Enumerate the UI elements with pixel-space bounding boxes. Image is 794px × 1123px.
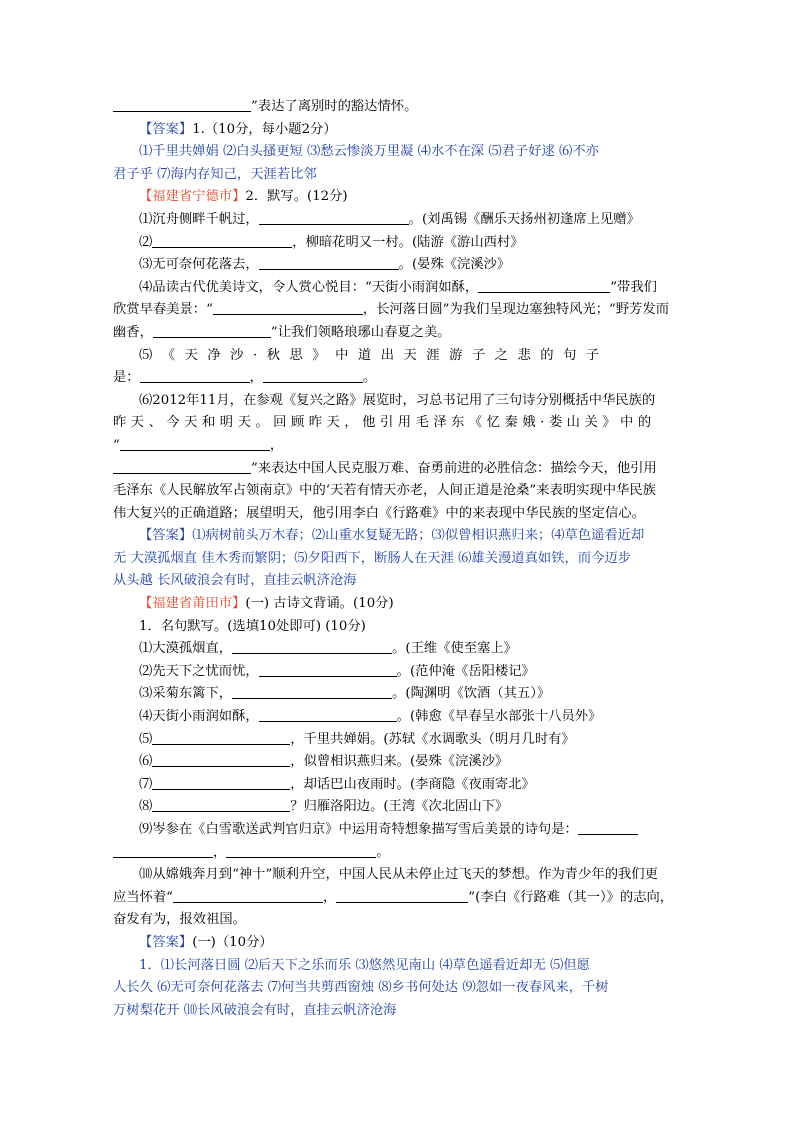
question-item [113,458,683,481]
fill-blank[interactable] [259,662,397,677]
text: ，柳暗花明又一村。(陆游《游山西村》 [292,234,524,250]
text: ， [213,844,227,860]
question-item [113,729,683,752]
text: ⑵先天下之忧而忧， [139,663,259,679]
answer-line: 君子乎 ⑺海内存知己，天涯若比邻 [113,166,317,182]
text: ⑹ [139,754,153,770]
text: 1.（10分，每小题2分） [192,121,337,137]
text: ？归雁洛阳边。(王湾《次北固山下》 [290,799,509,815]
question-item [113,299,683,322]
question-sub: 1．名句默写。(选填10处即可) (10分) [139,618,366,634]
answer-line: ⑴千里共婵娟 ⑵白头搔更短 ⑶愁云惨淡万里凝 ⑷水不在深 ⑸君子好逑 ⑹不亦 [139,144,599,160]
source-tag: 【福建省莆田市】 [139,596,246,612]
text: 。 [376,844,390,860]
answer-line [113,525,683,548]
text: ⑻ [139,799,153,815]
fill-blank[interactable] [336,888,468,903]
text: 。(韩愈《早春呈水部张十八员外》 [396,709,602,725]
fill-blank[interactable] [152,775,290,790]
fill-blank[interactable] [153,323,271,338]
fill-blank[interactable] [152,797,290,812]
text: (一)（10分） [192,934,273,950]
fill-blank[interactable] [232,684,392,699]
text: ”(李白《行路难（其一）》的志向， [468,889,674,905]
question-item [113,638,683,661]
question-item [113,796,683,819]
answer-label: 【答案】 [139,934,193,950]
text: 欣赏早春美景：“ [113,302,213,318]
text: ，千里共婵娟。(苏轼《水调歌头（明月几时有》 [290,731,575,747]
text: ，长河落日圆”为我们呈现边塞独特风光；“野芳发而 [362,302,670,318]
fill-blank[interactable] [259,210,409,225]
question-item [113,322,683,345]
text: ⑷天街小雨润如酥， [139,709,259,725]
text: ⑺ [139,776,153,792]
question-item: 奋发有为，报效祖国。 [113,912,246,928]
text: ⑸ [139,731,153,747]
text: ⑶采菊东篱下， [139,686,233,702]
question-item: 昨天、今天和明天。回顾昨天，他引用毛泽东《忆秦娥·娄山关》中的 [113,415,656,431]
question-item [113,887,683,910]
question-item [113,683,683,706]
answer-line: 万树梨花开 ⑽长风破浪会有时，直挂云帆济沧海 [113,1002,397,1018]
fill-blank[interactable] [259,255,399,270]
fill-blank[interactable] [232,639,392,654]
text: ”让我们领略琅琊山春夏之美。 [270,324,451,340]
text: ⑴沉舟侧畔千帆过， [139,211,259,227]
question-item [113,819,683,842]
fill-blank[interactable] [226,843,376,858]
fill-blank[interactable] [120,436,270,451]
fill-blank[interactable] [113,97,251,112]
answer-label: 【答案】 [139,528,193,544]
question-item: 伟大复兴的正确道路；展望明天，他引用李白《行路难》中的来表现中华民族的坚定信心。 [113,505,645,521]
answer-heading [113,932,683,955]
question-item [113,209,683,232]
answer-line: 1．⑴长河落日圆 ⑵后天下之乐而乐 ⑶悠然见南山 ⑷草色遥看近却无 ⑸但愿 [139,957,590,973]
text: ”来表达中国人民克服万难、奋勇前进的必胜信念：描绘今天，他引用 [251,460,657,476]
question-item [113,367,683,390]
text: 2．默写。(12分) [245,189,348,205]
answer-line: 从头越 长风破浪会有时，直挂云帆济沧海 [113,573,357,589]
text: 应当怀着“ [113,889,173,905]
question-heading [113,593,683,616]
fill-blank[interactable] [152,752,290,767]
question-item [113,774,683,797]
question-item [113,435,683,458]
question-item [113,751,683,774]
fill-blank[interactable] [113,459,251,474]
text: ⑴大漠孤烟直， [139,641,233,657]
text: ，却话巴山夜雨时。(李商隐《夜雨寄北》 [290,776,535,792]
fill-blank[interactable] [259,707,397,722]
text: ⑴病树前头万木春；⑵山重水复疑无路；⑶似曾相识燕归来；⑷草色遥看近却 [192,528,645,544]
text: ⑶无可奈何花落去， [139,257,259,273]
text: ，似曾相识燕归来。(晏殊《浣溪沙》 [290,754,509,770]
text: 。(陶渊明《饮酒（其五）》 [392,686,551,702]
fill-blank[interactable] [578,820,638,835]
source-tag: 【福建省宁德市】 [139,189,246,205]
question-item [113,277,683,300]
text: ”表达了离别时的豁达情怀。 [251,99,418,114]
question-item [113,232,683,255]
text: 。 [362,370,377,386]
text: 是： [113,370,140,386]
question-item [113,661,683,684]
fill-blank[interactable] [140,368,250,383]
fill-blank[interactable] [173,888,323,903]
text: ， [269,437,284,453]
text: ⑷品读古代优美诗文，令人赏心悦目：“天街小雨润如酥， [139,279,479,295]
fill-blank[interactable] [213,300,363,315]
question-item [113,842,683,865]
answer-heading [113,119,683,142]
document-page [113,96,683,1022]
text: “ [113,437,120,453]
question-item: ⑸《天净沙·秋思》中道出天涯游子之悲的句子 [139,347,609,363]
question-item: ⑹2012年11月，在参观《复兴之路》展览时，习总书记用了三句诗分别概括中华民族的 [139,392,656,408]
text-line [113,96,683,119]
text: ”带我们 [610,279,657,295]
question-heading [113,186,683,209]
text: 。(范仲淹《岳阳楼记》 [396,663,535,679]
question-item: 毛泽东《人民解放军占领南京》中的‘天若有情天亦老，人间正道是沧桑”来表明实现中华民族 [113,483,656,499]
fill-blank[interactable] [152,233,292,248]
fill-blank[interactable] [263,368,363,383]
fill-blank[interactable] [478,278,610,293]
answer-line: 无 大漠孤烟直 佳木秀而繁阴；⑸夕阳西下，断肠人在天涯 ⑹雄关漫道真如铁，而今迈步 [113,550,631,566]
text: (一) 古诗文背诵。(10分) [245,596,394,612]
question-item: ⑽从嫦娥奔月到“神十”顺利升空，中国人民从未停止过飞天的梦想。作为青少年的我们更 [139,867,658,883]
fill-blank[interactable] [113,843,213,858]
text: 。(刘禹锡《酬乐天扬州初逢席上见赠》 [408,211,640,227]
answer-label: 【答案】 [139,121,193,137]
question-item [113,254,683,277]
text: ⑵ [139,234,153,250]
question-item [113,706,683,729]
text: 。(王维《使至塞上》 [392,641,517,657]
text: ⑼岑参在《白雪歌送武判官归京》中运用奇特想象描写雪后美景的诗句是： [139,822,578,837]
answer-line: 人长久 ⑹无可奈何花落去 ⑺何当共剪西窗烛 ⑻乡书何处达 ⑼忽如一夜春风来，千树 [113,980,609,996]
text: 。(晏殊《浣溪沙》 [398,257,511,273]
text: 幽香， [113,324,153,340]
text: ， [323,889,337,905]
fill-blank[interactable] [152,730,290,745]
text: ， [249,370,263,386]
